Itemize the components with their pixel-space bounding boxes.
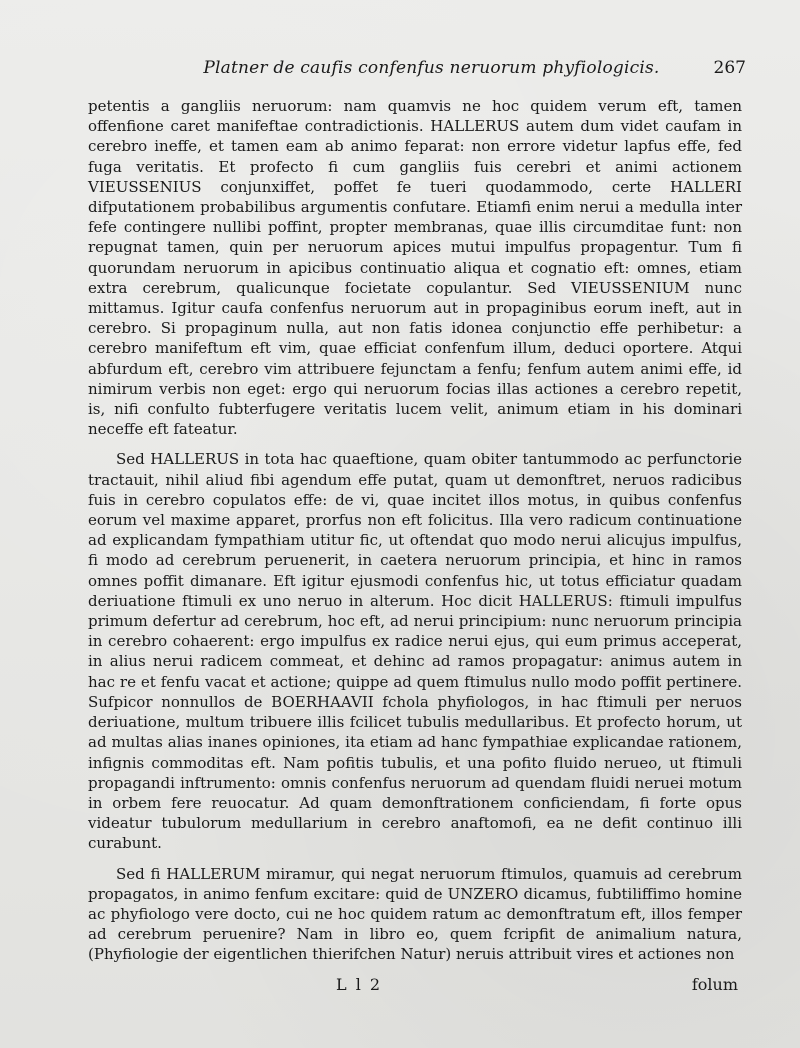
paragraph-3: Sed fi HALLERUM miramur, qui negat neruorum ftimulos, quamuis ad cerebrum propagatos, in animo fenfum excitare: quid de UNZERO dicamus, fubtiliffimo homine ac phyfiologo vere docto, cui ne hoc quidem ratum ac demonftratum eft, illos femper ad cerebrum peruenire? Nam in libro eo, quem fcripfit de animalium natura, (Phyfiologie der eigentlichen thierifchen Natur) neruis attribuit vires et actiones non	[88, 864, 742, 964]
running-head	[88, 58, 746, 88]
running-title: Platner de caufis confenfus neruorum phyfiologicis.	[203, 58, 660, 78]
signature-mark: L l 2	[336, 974, 383, 994]
text-block	[88, 96, 742, 994]
catchline	[88, 975, 742, 994]
paragraph-2: Sed HALLERUS in tota hac quaeftione, quam obiter tantummodo ac perfunctorie tractauit, nihil aliud fibi agendum effe putat, quam ut demonftret, neruos radicibus fuis in cerebro copulatos effe: de vi, quae incitet illos motus, in quibus confenfus eorum vel maxime apparet, prorfus non eft folicitus. Illa vero radicum continuatione ad explicandam fympathiam utitur fic, ut oftendat quo modo nerui alicujus impulfus, fi modo ad cerebrum peruenerit, in caetera neruorum principia, et hinc in ramos omnes poffit dimanare. Eft igitur ejusmodi confenfus hic, ut totus efficiatur quadam deriuatione ftimuli ex uno neruo in alterum. Hoc dicit HALLERUS: ftimuli impulfus primum defertur ad cerebrum, hoc eft, ad nerui principium: nunc neruorum principia in cerebro cohaerent: ergo impulfus ex radice nerui ejus, qui eum primus acceperat, in alius nerui radicem commeat, et dehinc ad ramos propagatur: animus autem in hac re et fenfu vacat et actione; quippe ad quem ftimulus nullo modo poffit pertinere. Sufpicor nonnullos de BOERHAAVII fchola phyfiologos, in hac ftimuli per neruos deriuatione, multum tribuere illis fcilicet tubulis medullaribus. Et profecto horum, ut ad multas alias inanes opiniones, ita etiam ad hanc fympathiae explicandae rationem, infignis commoditas eft. Nam pofitis tubulis, et una pofito fluido nerueo, ut ftimuli propagandi inftrumento: omnis confenfus neruorum ad quendam fluidi neruei motum in orbem fere reuocatur. Ad quam demonftrationem conficiendam, fi forte opus videatur tubulorum medullarium in cerebro anaftomofi, ea ne defit continuo illi curabunt.	[88, 450, 742, 853]
catchword: folum	[691, 974, 738, 994]
page-number: 267	[713, 58, 746, 78]
paragraph-1: petentis a gangliis neruorum: nam quamvis ne hoc quidem verum eft, tamen offenfione caret manifeftae contradictionis. HALLERUS autem dum videt caufam in cerebro ineffe, et tamen eam ab animo feparat: non errore videtur lapfus effe, fed fuga veritatis. Et profecto fi cum gangliis fuis cerebri et animi actionem VIEUSSENIUS conjunxiffet, poffet fe tueri quodammodo, certe HALLERI difputationem probabilibus argumentis confutare. Etiamfi enim nerui a medulla inter fefe contingere nullibi poffint, propter membranas, quae illis circumditae funt: non repugnat tamen, quin per neruorum apices mutui impulfus propagentur. Tum fi quorundam neruorum in apicibus continuatio aliqua et cognatio eft: omnes, etiam extra cerebrum, qualicunque focietate copulantur. Sed VIEUSSENIUM nunc mittamus. Igitur caufa confenfus neruorum aut in propaginibus eorum ineft, aut in cerebro. Si propaginum nulla, aut non fatis idonea conjunctio effe perhibetur: a cerebro manifeftum eft vim, quae efficiat confenfum illum, deduci oportere. Atqui abfurdum eft, cerebro vim attribuere fejunctam a fenfu; fenfum autem animi effe, id nimirum verbis non eget: ergo qui neruorum focias illas actiones a cerebro repetit, is, nifi confulto fubterfugere veritatis lucem velit, animum etiam in his dominari neceffe eft fateatur.	[88, 97, 742, 439]
